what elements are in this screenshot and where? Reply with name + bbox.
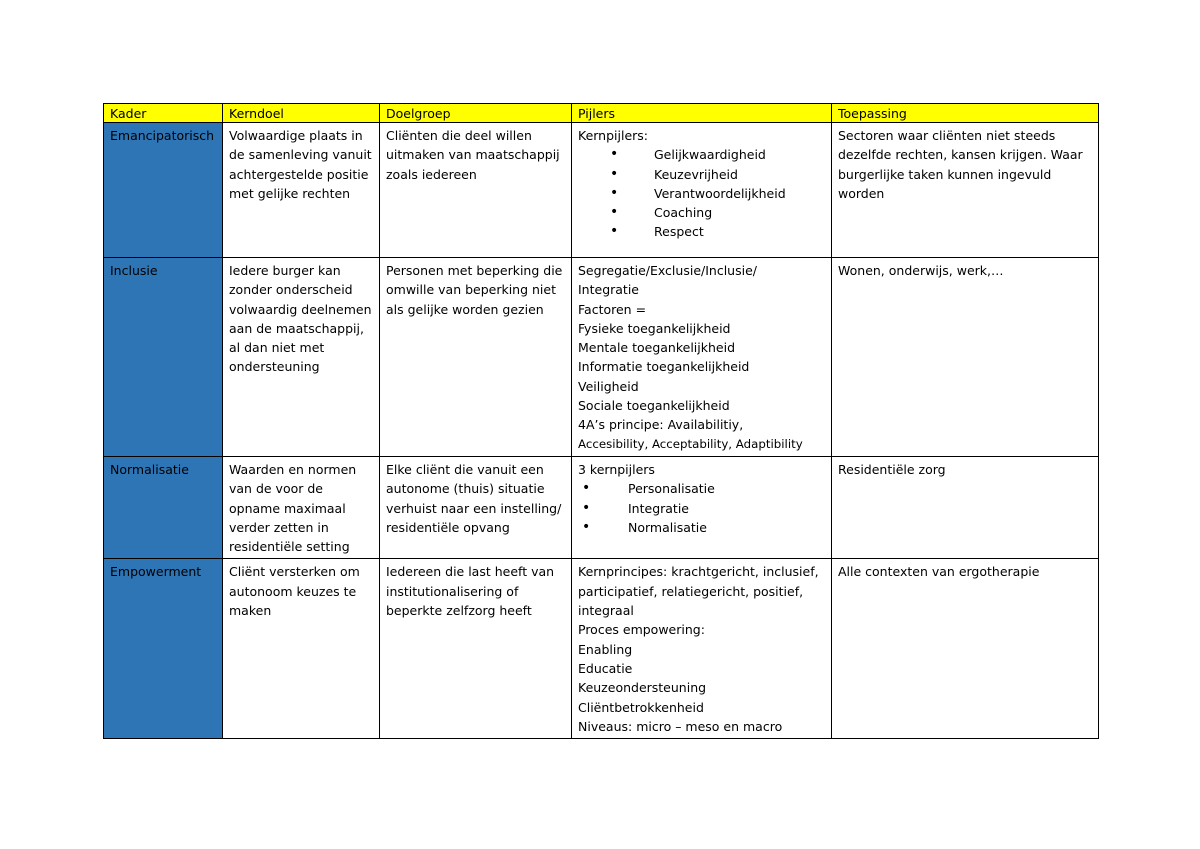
toepassing-cell: Wonen, onderwijs, werk,… bbox=[832, 258, 1099, 457]
pijlers-line: Fysieke toegankelijkheid bbox=[578, 320, 731, 336]
kerndoel-cell: Waarden en normen van de voor de opname maximaal verder zetten in residentiële setting bbox=[223, 456, 380, 558]
pijlers-line: Segregatie/Exclusie/Inclusie/ bbox=[578, 263, 757, 278]
pijlers-cell bbox=[572, 456, 832, 558]
kader-label: Emancipatorisch bbox=[110, 128, 215, 143]
overview-table bbox=[103, 103, 1099, 739]
pijlers-intro: 3 kernpijlers bbox=[578, 461, 655, 477]
kader-cell bbox=[104, 123, 223, 258]
list-item: • Verantwoordelijkheid bbox=[578, 184, 825, 203]
kader-cell: Empowerment bbox=[104, 559, 223, 739]
pijlers-cell bbox=[572, 123, 832, 258]
kerndoel-cell: Iedere burger kan zonder onderscheid volwaardig deelnemen aan de maatschappij, al dan niet met ondersteuning bbox=[223, 258, 380, 457]
list-item: • Personalisatie bbox=[578, 479, 825, 498]
pijlers-line: Informatie toegankelijkheid bbox=[578, 359, 750, 375]
list-item: • Normalisatie bbox=[578, 518, 825, 537]
pijlers-line: Kernprincipes: krachtgericht, inclusief, bbox=[578, 564, 819, 580]
pijlers-line: 4A’s principe: Availabilitiy, bbox=[578, 417, 744, 433]
toepassing-cell: Residentiële zorg bbox=[832, 456, 1099, 558]
table-row bbox=[104, 258, 1099, 457]
header-kader: Kader bbox=[104, 104, 223, 123]
pijlers-line: Accesibility, Acceptability, Adaptibility bbox=[578, 436, 803, 451]
doelgroep-cell: Cliënten die deel willen uitmaken van maatschappij zoals iedereen bbox=[380, 123, 572, 258]
table-row bbox=[104, 559, 1099, 739]
header-toepassing: Toepassing bbox=[832, 104, 1099, 123]
table-row bbox=[104, 123, 1099, 258]
kader-cell: Inclusie bbox=[104, 258, 223, 457]
header-doelgroep: Doelgroep bbox=[380, 104, 572, 123]
pijlers-line: Enabling bbox=[578, 641, 633, 657]
pijlers-line: Proces empowering: bbox=[578, 622, 705, 638]
pijlers-line: Cliëntbetrokkenheid bbox=[578, 699, 704, 715]
toepassing-cell: Sectoren waar cliënten niet steeds dezelfde rechten, kansen krijgen. Waar burgerlijke taken kunnen ingevuld worden bbox=[832, 123, 1099, 258]
header-kerndoel: Kerndoel bbox=[223, 104, 380, 123]
list-item: • Integratie bbox=[578, 499, 825, 518]
list-item: • Keuzevrijheid bbox=[578, 165, 825, 184]
pijlers-line: Educatie bbox=[578, 660, 633, 676]
doelgroep-cell: Iedereen die last heeft van institutionalisering of beperkte zelfzorg heeft bbox=[380, 559, 572, 739]
pijlers-line: Integratie bbox=[578, 282, 639, 298]
toepassing-cell: Alle contexten van ergotherapie bbox=[832, 559, 1099, 739]
pijlers-list bbox=[578, 479, 825, 537]
list-item: • Gelijkwaardigheid bbox=[578, 145, 825, 164]
kerndoel-cell: Volwaardige plaats in de samenleving vanuit achtergestelde positie met gelijke rechten bbox=[223, 123, 380, 258]
doelgroep-cell: Personen met beperking die omwille van beperking niet als gelijke worden gezien bbox=[380, 258, 572, 457]
pijlers-list bbox=[578, 145, 825, 241]
kerndoel-cell: Cliënt versterken om autonoom keuzes te maken bbox=[223, 559, 380, 739]
pijlers-line: participatief, relatiegericht, positief, bbox=[578, 583, 804, 599]
pijlers-line: Mentale toegankelijkheid bbox=[578, 340, 736, 356]
pijlers-cell bbox=[572, 559, 832, 739]
pijlers-line: Veiligheid bbox=[578, 378, 639, 394]
list-item: • Respect bbox=[578, 222, 825, 241]
list-item: • Coaching bbox=[578, 203, 825, 222]
pijlers-cell bbox=[572, 258, 832, 457]
table-row bbox=[104, 456, 1099, 558]
pijlers-intro: Kernpijlers: bbox=[578, 128, 649, 143]
pijlers-line: Factoren = bbox=[578, 301, 647, 317]
pijlers-line: Keuzeondersteuning bbox=[578, 680, 707, 696]
header-pijlers: Pijlers bbox=[572, 104, 832, 123]
pijlers-line: Sociale toegankelijkheid bbox=[578, 398, 730, 414]
pijlers-line: Niveaus: micro – meso en macro bbox=[578, 718, 783, 734]
doelgroep-cell: Elke cliënt die vanuit een autonome (thuis) situatie verhuist naar een instelling/ residentiële opvang bbox=[380, 456, 572, 558]
kader-cell: Normalisatie bbox=[104, 456, 223, 558]
header-row bbox=[104, 104, 1099, 123]
pijlers-line: integraal bbox=[578, 603, 634, 619]
